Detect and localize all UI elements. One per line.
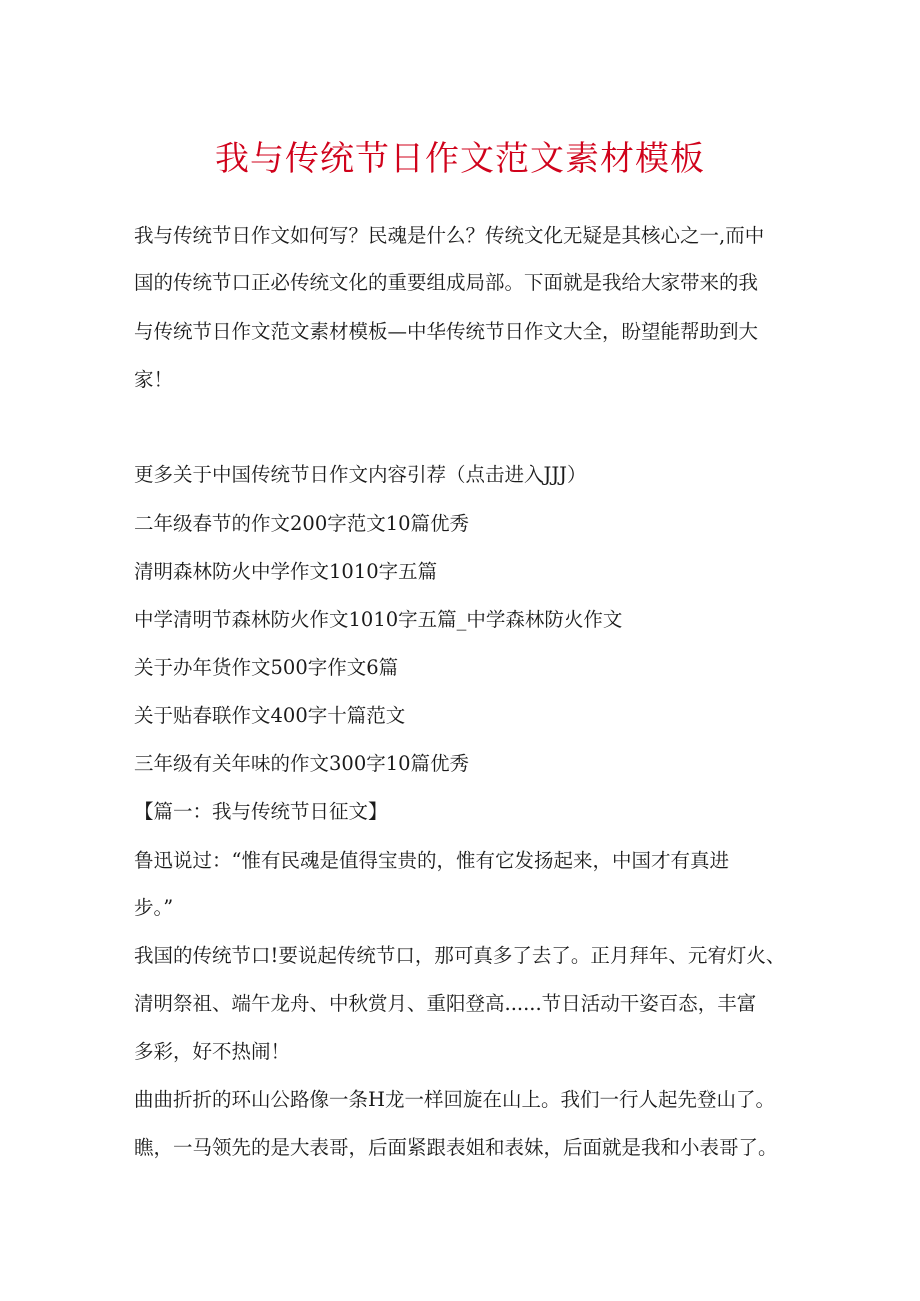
intro-line-2: 国的传统节口正必传统文化的重要组成局部。下面就是我给大家带来的我: [134, 271, 759, 294]
body-line-6: 曲曲折折的环山公路像一条H龙一样回旋在山上。我们一行人起先登山了。: [134, 1088, 776, 1111]
article-link-2[interactable]: 清明森林防火中学作文1010字五篇: [134, 560, 438, 583]
body-line-1: 鲁迅说过：“惟有民魂是值得宝贵的，惟有它发扬起来，中国才有真进: [134, 849, 729, 872]
document-title: 我与传统节日作文范文素材模板: [215, 139, 705, 179]
article-link-5[interactable]: 关于贴春联作文400字十篇范文: [134, 704, 406, 727]
more-articles-heading: 更多关于中国传统节日作文内容引荐（点击进入JJJ）: [134, 463, 587, 486]
body-line-2: 步。”: [134, 896, 174, 919]
body-line-7: 瞧，一马领先的是大表哥，后面紧跟表姐和表妹，后面就是我和小表哥了。: [134, 1136, 778, 1159]
article-link-6[interactable]: 三年级有关年味的作文300字10篇优秀: [134, 752, 470, 775]
article-link-4[interactable]: 关于办年货作文500字作文6篇: [134, 656, 399, 679]
section-heading: 【篇一：我与传统节日征文】: [134, 800, 388, 823]
body-line-5: 多彩，好不热闹！: [134, 1040, 291, 1063]
intro-line-4: 家！: [134, 368, 174, 391]
intro-line-3: 与传统节日作文范文素材模板—中华传统节日作文大全，盼望能帮助到大: [134, 320, 759, 343]
article-link-3[interactable]: 中学清明节森林防火作文1010字五篇_中学森林防火作文: [134, 608, 623, 631]
article-link-1[interactable]: 二年级春节的作文200字范文10篇优秀: [134, 512, 470, 535]
body-line-3: 我国的传统节口!要说起传统节口，那可真多了去了。正月拜年、元宥灯火、: [134, 944, 786, 967]
intro-line-1: 我与传统节日作文如何写？民魂是什么？传统文化无疑是其核心之一,而中: [134, 224, 765, 247]
body-line-4: 清明祭祖、端午龙舟、中秋赏月、重阳登高......节日活动干姿百态，丰富: [134, 992, 757, 1015]
